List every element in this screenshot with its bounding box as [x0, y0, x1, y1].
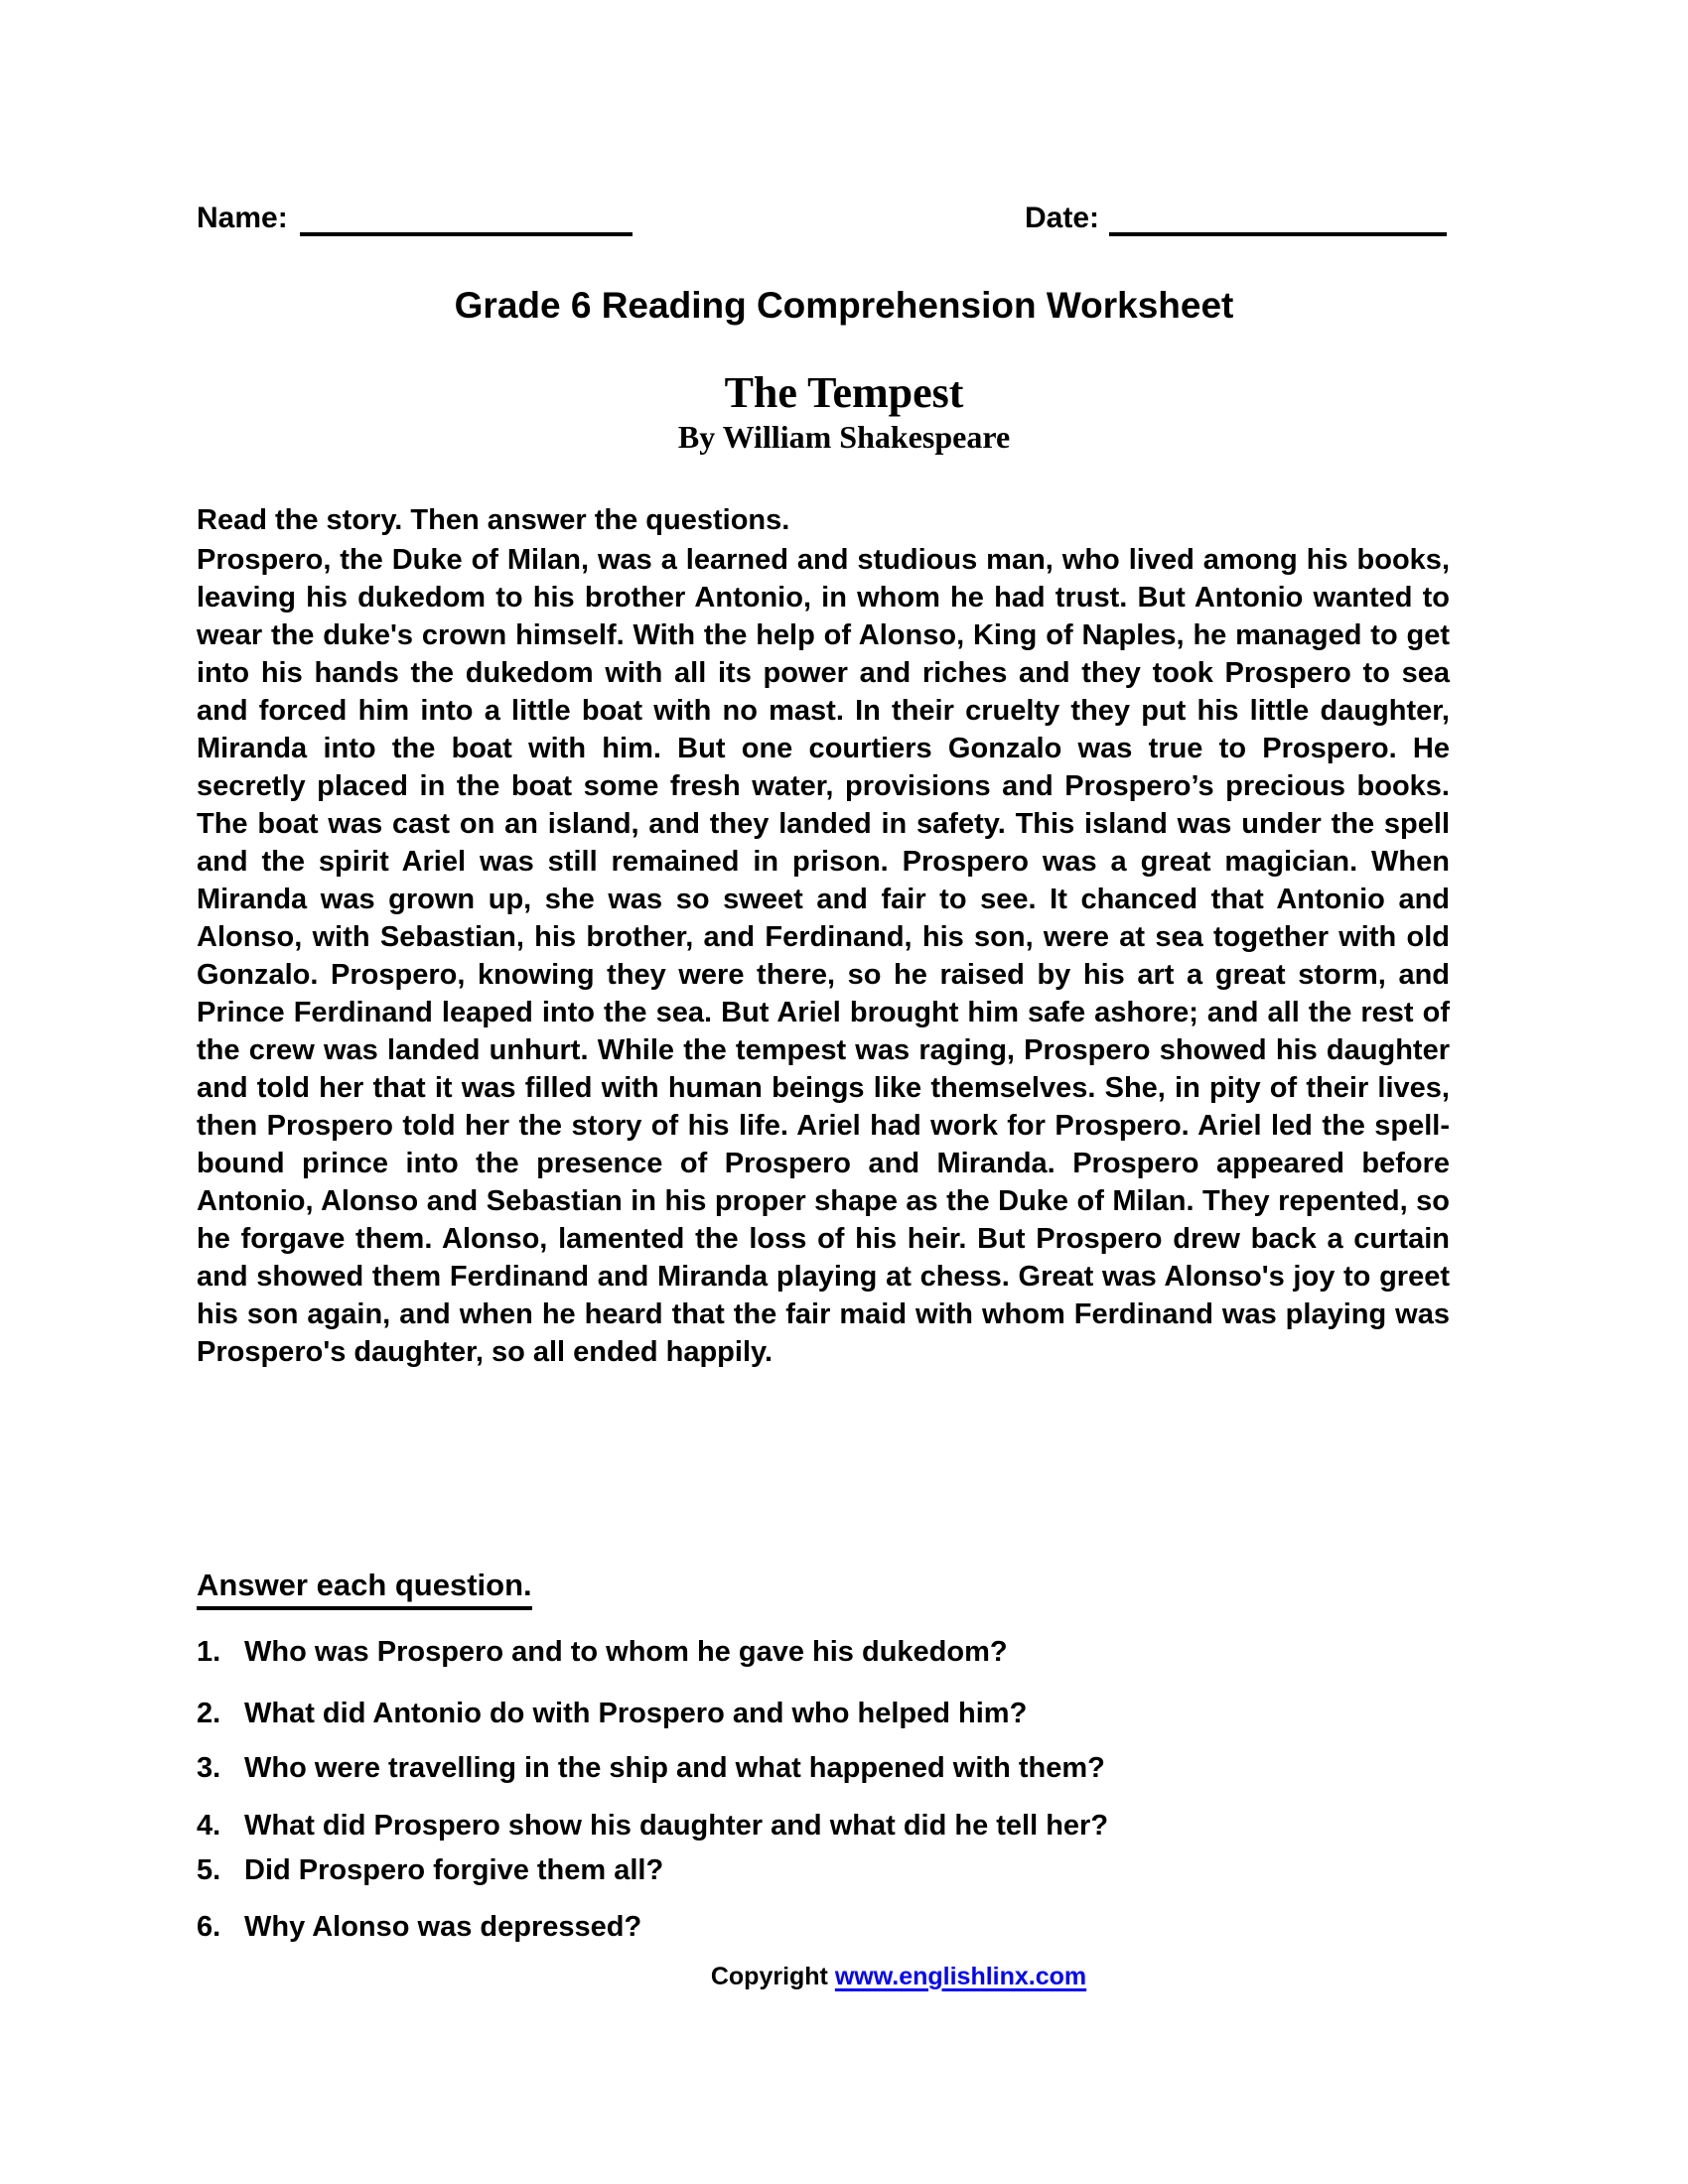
question-text: What did Prospero show his daughter and what did he tell her?: [244, 1810, 1109, 1842]
date-field: [1025, 201, 1447, 236]
name-blank-line: [300, 203, 633, 236]
footer-copyright: [0, 1961, 1688, 1992]
question-item-2: [197, 1695, 1688, 1732]
story-author: By William Shakespeare: [677, 419, 1011, 455]
question-text: Who were travelling in the ship and what happened with them?: [244, 1752, 1105, 1784]
worksheet-title: Grade 6 Reading Comprehension Worksheet: [454, 285, 1234, 326]
question-item-4: [197, 1807, 1688, 1844]
question-number: 6.: [197, 1911, 221, 1943]
question-number: 1.: [197, 1636, 221, 1668]
instructions-text: Read the story. Then answer the questions.: [197, 504, 790, 536]
question-number: 2.: [197, 1698, 221, 1729]
question-text: Why Alonso was depressed?: [244, 1911, 642, 1943]
question-text: Did Prospero forgive them all?: [244, 1854, 664, 1886]
question-text: What did Antonio do with Prospero and who helped him?: [244, 1698, 1028, 1729]
questions-heading-text: Answer each question.: [197, 1567, 532, 1610]
date-blank-line: [1109, 203, 1447, 236]
story-title: The Tempest: [724, 368, 964, 417]
questions-heading: [197, 1567, 1688, 1610]
copyright-text: Copyright: [710, 1963, 835, 1990]
question-item-6: [197, 1908, 1688, 1946]
story-text: Prospero, the Duke of Milan, was a learned and studious man, who lived among his books, leaving his dukedom to his brother Antonio, in whom he had trust. But Antonio wanted to wear the duke's crown himself. With the help of Alonso, King of Naples, he managed to get into his hands the dukedom with all its power and riches and they took Prospero to sea and forced him into a little boat with no mast. In their cruelty they put his little daughter, Miranda into the boat with him. But one courtiers Gonzalo was true to Prospero. He secretly placed in the boat some fresh water, provisions and Prospero’s precious books. The boat was cast on an island, and they landed in safety. This island was under the spell and the spirit Ariel was still remained in prison. Prospero was a great magician. When Miranda was grown up, she was so sweet and fair to see. It chanced that Antonio and Alonso, with Sebastian, his brother, and Ferdinand, his son, were at sea together with old Gonzalo. Prospero, knowing they were there, so he raised by his art a great storm, and Prince Ferdinand leaped into the sea. But Ariel brought him safe ashore; and all the rest of the crew was landed unhurt. While the tempest was raging, Prospero showed his daughter and told her that it was filled with human beings like themselves. She, in pity of their lives, then Prospero told her the story of his life. Ariel had work for Prospero. Ariel led the spell-bound prince into the presence of Prospero and Miranda. Prospero appeared before Antonio, Alonso and Sebastian in his proper shape as the Duke of Milan. They repented, so he forgave them. Alonso, lamented the loss of his heir. But Prospero drew back a curtain and showed them Ferdinand and Miranda playing at chess. Great was Alonso's joy to greet his son again, and when he heard that the fair maid with whom Ferdinand was playing was Prospero's daughter, so all ended happily.: [197, 544, 1450, 1368]
date-field-label: Date:: [1024, 202, 1099, 234]
header-fields-row: [0, 0, 1688, 236]
name-field: [197, 201, 633, 236]
question-number: 5.: [197, 1854, 221, 1886]
question-item-5: [197, 1851, 1688, 1889]
copyright-link[interactable]: www.englishlinx.com: [834, 1963, 1087, 1990]
question-item-3: [197, 1749, 1688, 1787]
question-item-1: [197, 1633, 1688, 1671]
name-field-label: Name:: [197, 202, 288, 234]
question-number: 3.: [197, 1752, 221, 1784]
question-text: Who was Prospero and to whom he gave his dukedom?: [244, 1636, 1008, 1668]
questions-list: [197, 1633, 1688, 1946]
question-number: 4.: [197, 1810, 221, 1842]
